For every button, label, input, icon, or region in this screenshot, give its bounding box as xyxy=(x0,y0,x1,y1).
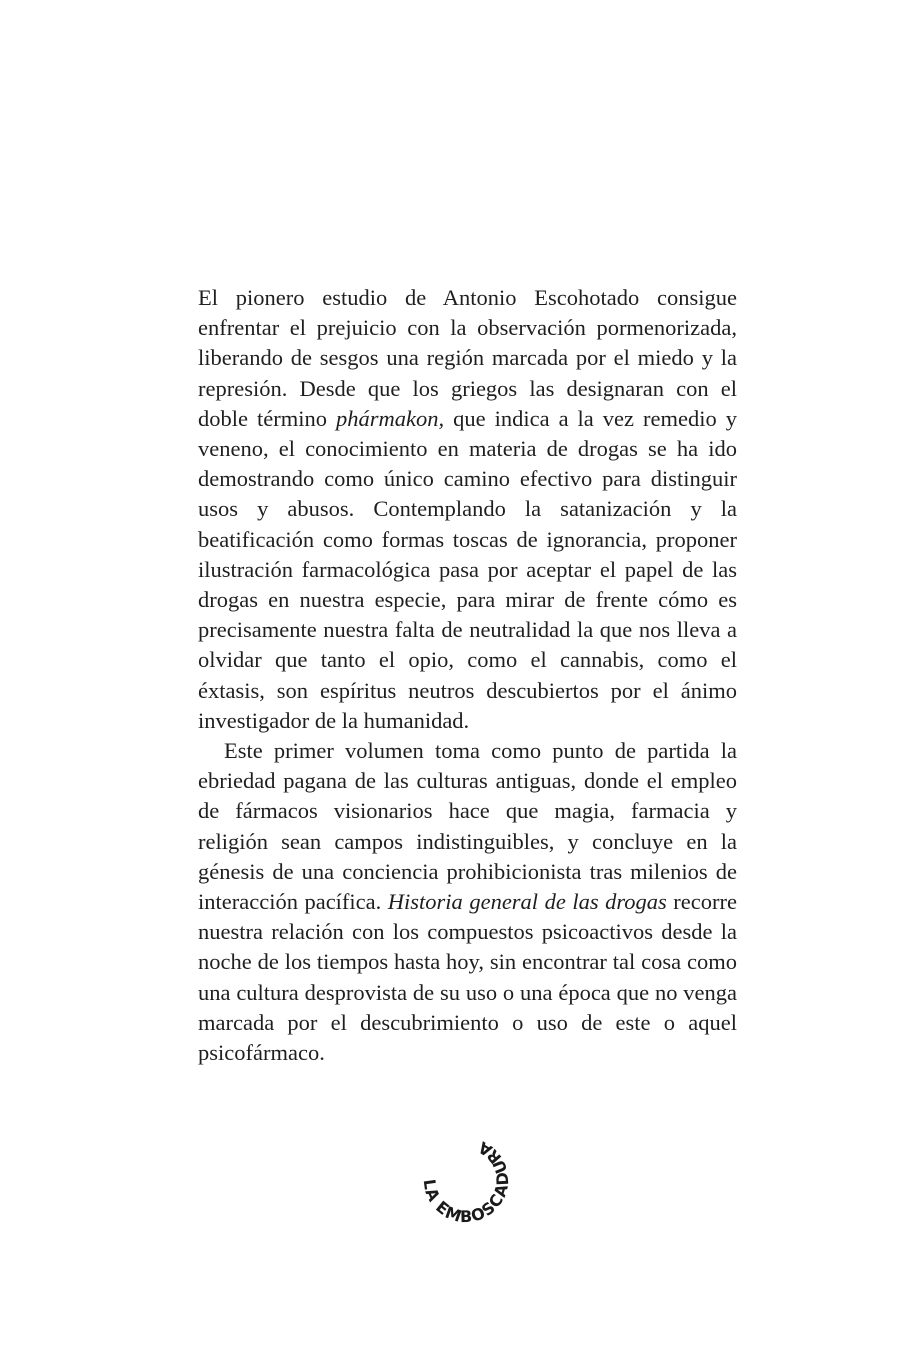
publisher-logo-text xyxy=(420,1137,513,1226)
publisher-logo xyxy=(406,1120,526,1240)
synopsis-text xyxy=(198,283,737,1068)
book-title-italic: Historia general de las drogas xyxy=(387,889,667,915)
paragraph-2-text-end: recorre nuestra relación con los compuestos psicoactivos desde la noche de los tiempos hasta hoy, sin encontrar tal cosa como una cultura desprovista de su uso o una época que no venga marcada por el descubrimiento o uso de este o aquel psicofármaco. xyxy=(198,889,737,1066)
synopsis-paragraph-2 xyxy=(198,736,737,1068)
paragraph-1-text-end: que indica a la vez remedio y veneno, el conocimiento en materia de drogas se ha ido demostrando como único camino efectivo para distinguir usos y abusos. Contemplando la satanización y la beatificación como formas toscas de ignorancia, proponer ilustración farmacológica pasa por aceptar el papel de las drogas en nuestra especie, para mirar de frente cómo es precisamente nuestra falta de neutralidad la que nos lleva a olvidar que tanto el opio, como el cannabis, como el éxtasis, son espíritus neutros descubiertos por el ánimo investigador de la humanidad. xyxy=(198,405,737,733)
synopsis-paragraph-1 xyxy=(198,283,737,736)
pharmakon-term: phármakon, xyxy=(335,405,445,431)
paragraph-2-text-start: Este primer volumen toma como punto de partida la ebriedad pagana de las culturas antiguas, donde el empleo de fármacos visionarios hace que magia, farmacia y religión sean campos indistinguibles, y concluye en la génesis de una conciencia prohibicionista tras milenios de interacción pacífica. xyxy=(198,738,737,915)
publisher-logo-textpath: LA EMBOSCADURA xyxy=(419,1137,513,1227)
paragraph-1-text-start: El pionero estudio de Antonio Escohotado consigue enfrentar el prejuicio con la observación pormenorizada, liberando de sesgos una región marcada por el miedo y la represión. Desde que los griegos las designaran con el doble término xyxy=(198,285,737,431)
